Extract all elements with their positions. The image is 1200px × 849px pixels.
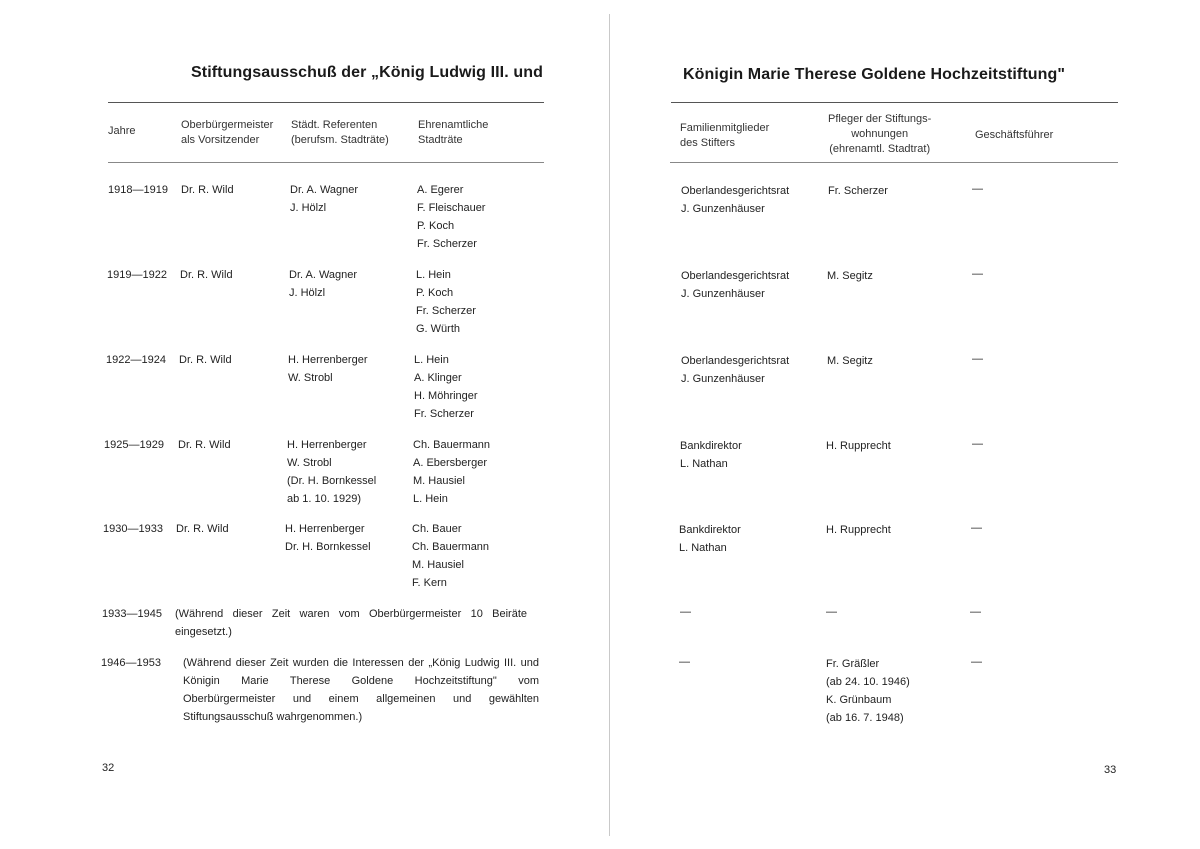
header-geschaeftsfuehrer: Geschäftsführer [975,129,1054,141]
ehrenamtliche-cell: A. Egerer F. Fleischauer P. Koch Fr. Scherzer [417,184,486,250]
pfleger-cell: Fr. Scherzer [828,185,888,197]
ob-cell: Dr. R. Wild [180,269,233,281]
ehrenamtliche-cell: L. Hein P. Koch Fr. Scherzer G. Würth [416,269,476,335]
header-top-rule [671,102,1118,103]
years-cell: 1918—1919 [108,184,168,196]
familie-cell: — [680,606,691,618]
geschaeftsfuehrer-cell: — [972,183,983,195]
page-number-right: 33 [1104,764,1117,776]
familie-cell: Oberlandesgerichtsrat J. Gunzenhäuser [681,270,790,300]
ehrenamtliche-cell: Ch. Bauer Ch. Bauermann M. Hausiel F. Kern [412,523,490,589]
geschaeftsfuehrer-cell: — [972,268,983,280]
ob-cell: Dr. R. Wild [179,354,232,366]
page-number-left: 32 [102,762,115,774]
years-cell: 1930—1933 [103,523,163,535]
geschaeftsfuehrer-cell: — [971,522,982,534]
header-familienmitglieder: Familienmitglieder des Stifters [680,122,770,149]
years-cell: 1933—1945 [102,608,162,620]
header-referenten: Städt. Referenten (berufsm. Stadträte) [291,119,389,146]
header-pfleger: Pfleger der Stiftungs- wohnungen (ehrenamtl. Stadtrat) [828,113,932,155]
header-jahre: Jahre [108,125,136,137]
header-top-rule [108,102,544,103]
pfleger-cell: M. Segitz [827,270,873,282]
pfleger-cell: Fr. Gräßler (ab 24. 10. 1946) K. Grünbaum (ab 16. 7. 1948) [826,658,910,724]
header-bottom-rule [670,162,1118,163]
pfleger-cell: — [826,606,837,618]
header-ehrenamtliche: Ehrenamtliche Stadträte [418,119,489,146]
ob-cell: Dr. R. Wild [176,523,229,535]
years-cell: 1922—1924 [106,354,166,366]
familie-cell: — [679,656,690,668]
referenten-cell: Dr. A. Wagner J. Hölzl [290,184,359,214]
familie-cell: Oberlandesgerichtsrat J. Gunzenhäuser [681,355,790,385]
years-cell: 1946—1953 [101,657,161,669]
pfleger-cell: M. Segitz [827,355,873,367]
pfleger-cell: H. Rupprecht [826,524,891,536]
familie-cell: Bankdirektor L. Nathan [679,524,741,554]
years-cell: 1919—1922 [107,269,167,281]
familie-cell: Bankdirektor L. Nathan [680,440,742,470]
familie-cell: Oberlandesgerichtsrat J. Gunzenhäuser [681,185,790,215]
geschaeftsfuehrer-cell: — [971,656,982,668]
left-page-title: Stiftungsausschuß der „König Ludwig III. und [191,64,543,81]
pfleger-cell: H. Rupprecht [826,440,891,452]
ehrenamtliche-cell: L. Hein A. Klinger H. Möhringer Fr. Scherzer [414,354,478,420]
note-1946-1953: (Während dieser Zeit wurden die Interessen der „König Ludwig III. und Königin Marie Therese Goldene Hochzeitstiftung" vom Oberbürgermeister und einem allgemeinen und gewählten Stiftungsausschuß wahrgenommen.) [183,657,539,723]
geschaeftsfuehrer-cell: — [972,438,983,450]
ob-cell: Dr. R. Wild [181,184,234,196]
ob-cell: Dr. R. Wild [178,439,231,451]
right-page [610,0,1200,849]
referenten-cell: H. Herrenberger Dr. H. Bornkessel [285,523,371,553]
right-page-title: Königin Marie Therese Goldene Hochzeitstiftung" [683,66,1066,83]
years-cell: 1925—1929 [104,439,164,451]
referenten-cell: H. Herrenberger W. Strobl (Dr. H. Bornkessel ab 1. 10. 1929) [287,439,377,505]
ehrenamtliche-cell: Ch. Bauermann A. Ebersberger M. Hausiel L. Hein [413,439,491,505]
geschaeftsfuehrer-cell: — [972,353,983,365]
geschaeftsfuehrer-cell: — [970,606,981,618]
referenten-cell: H. Herrenberger W. Strobl [288,354,368,384]
referenten-cell: Dr. A. Wagner J. Hölzl [289,269,358,299]
header-bottom-rule [108,162,544,163]
note-1933-1945: (Während dieser Zeit waren vom Oberbürgermeister 10 Beiräte eingesetzt.) [175,608,527,638]
header-oberbuergermeister: Oberbürgermeister als Vorsitzender [181,119,274,146]
